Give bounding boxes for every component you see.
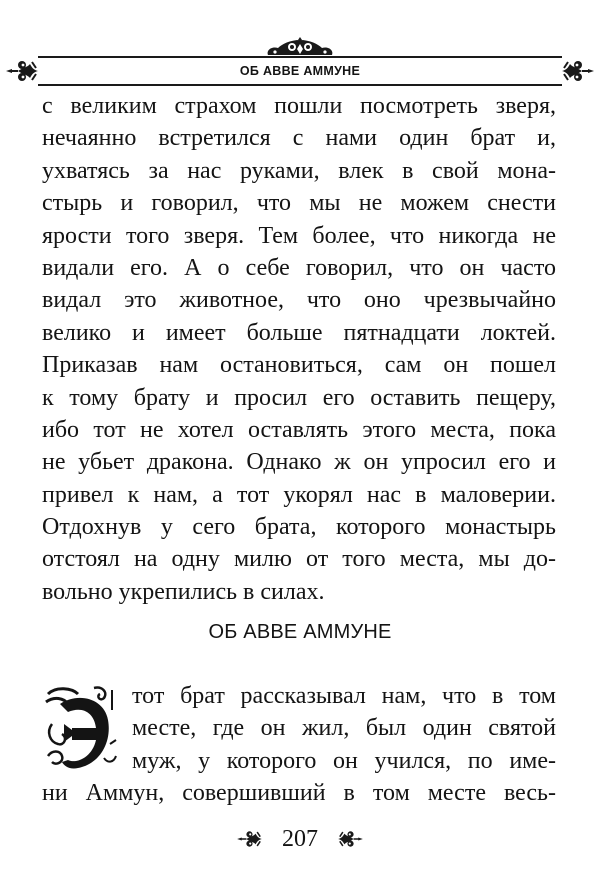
text-line: отстоял на одну милю от того места, мы до- [42, 546, 556, 573]
text-line: тот брат рассказывал нам, что в том [132, 683, 556, 709]
header-band [38, 56, 562, 86]
text-line: не убьет дракона. Однако ж он упросил его и [42, 449, 556, 476]
svg-text:Э: Э [44, 684, 45, 685]
text-line: привел к нам, а тот укорял нас в маловерии. [42, 481, 556, 508]
text-line: Приказав нам остановиться, сам он пошел [42, 352, 556, 379]
text-line: видали его. А о себе говорил, что он часто [42, 254, 556, 281]
text-line: с великим страхом пошли посмотреть зверя, [42, 93, 556, 119]
page-footer [0, 822, 600, 856]
paragraph-2 [42, 680, 556, 810]
text-line: ухватясь за нас руками, влек в свой мона- [42, 157, 556, 184]
paragraph-1 [42, 90, 556, 608]
text-line: стырь и говорил, что мы не можем снести [42, 190, 556, 217]
page-number: 207 [282, 825, 318, 852]
running-header [0, 36, 600, 86]
fleuron-right-icon [556, 58, 596, 84]
text-line: месте, где он жил, был один святой [132, 715, 556, 742]
fleuron-left-icon [234, 829, 268, 849]
text-line: вольно укрепились в силах. [42, 578, 325, 605]
ornate-drop-cap-icon [42, 684, 124, 774]
section-heading: ОБ АВВЕ АММУНЕ [208, 621, 392, 643]
text-line: ни Аммун, совершивший в том месте весь- [42, 780, 556, 807]
text-line: велико и имеет больше пятнадцати локтей. [42, 319, 556, 346]
fleuron-right-icon [332, 829, 366, 849]
crest-ornament-icon [262, 36, 338, 56]
text-line: к тому брату и просил его оставить пещеру, [42, 384, 556, 411]
text-line: ярости того зверя. Тем более, что никогда не [42, 222, 556, 249]
text-line: видал это животное, что оно чрезвычайно [42, 287, 556, 314]
text-line: ибо тот не хотел оставлять этого места, пока [42, 416, 556, 443]
text-line: Отдохнув у сего брата, которого монастырь [42, 514, 556, 541]
text-line: муж, у которого он учился, по име- [132, 747, 556, 774]
running-title: ОБ АВВЕ АММУНЕ [239, 64, 361, 78]
text-line: нечаянно встретился с нами один брат и, [42, 125, 556, 152]
